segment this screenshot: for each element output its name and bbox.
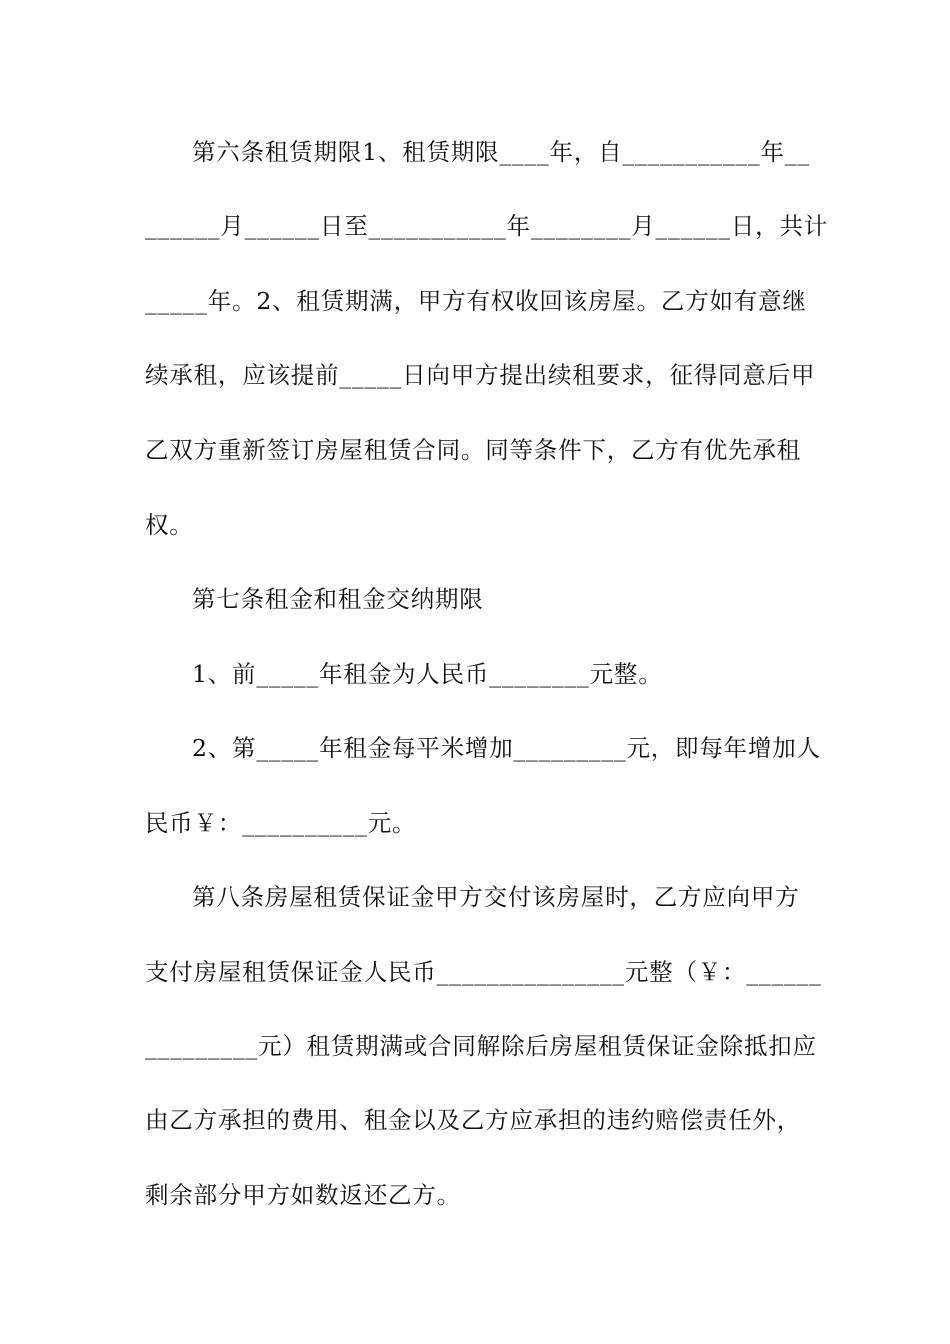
article-6-line-6: 权。: [145, 511, 194, 539]
article-7-item-1: 1、前_____年租金为人民币________元整。: [192, 660, 663, 688]
article-6-line-3: _____年。2、租赁期满，甲方有权收回该房屋。乙方如有意继: [145, 287, 807, 315]
article-6-line-1: 第六条租赁期限1、租赁期限____年，自___________年__: [192, 138, 810, 166]
article-6-line-5: 乙双方重新签订房屋租赁合同。同等条件下，乙方有优先承租: [145, 436, 802, 464]
article-7-heading: 第七条租金和租金交纳期限: [192, 585, 484, 613]
article-6-line-2: ______月______日至___________年________月______日，共计: [145, 212, 829, 240]
article-7-item-2-line-1: 2、第_____年租金每平米增加_________元，即每年增加人: [192, 734, 821, 762]
article-8-line-1: 第八条房屋租赁保证金甲方交付该房屋时，乙方应向甲方: [192, 883, 800, 911]
article-7-item-2-line-2: 民币￥：__________元。: [145, 809, 417, 837]
article-8-line-3: _________元）租赁期满或合同解除后房屋租赁保证金除抵扣应: [145, 1032, 817, 1060]
article-8-line-4: 由乙方承担的费用、租金以及乙方应承担的违约赔偿责任外，: [145, 1106, 802, 1134]
article-8-line-2: 支付房屋租赁保证金人民币_______________元整（￥：______: [145, 958, 822, 986]
article-8-line-5: 剩余部分甲方如数返还乙方。: [145, 1181, 461, 1209]
article-6-line-4: 续承租，应该提前_____日向甲方提出续租要求，征得同意后甲: [145, 361, 816, 389]
